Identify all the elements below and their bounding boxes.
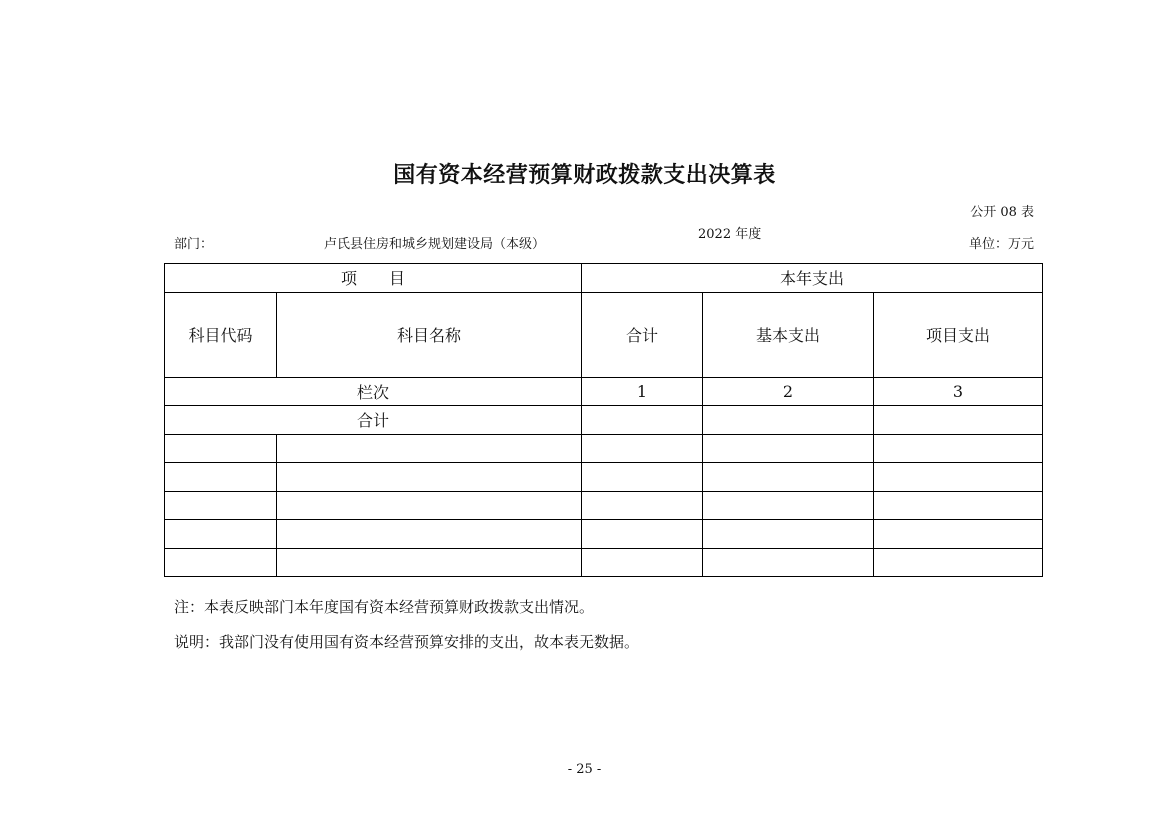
cell-project-expense bbox=[874, 463, 1043, 492]
cell-subject-code bbox=[165, 491, 277, 520]
cell-subject-code bbox=[165, 548, 277, 577]
cell-subject-code bbox=[165, 463, 277, 492]
table-note: 注：本表反映部门本年度国有资本经营预算财政拨款支出情况。 bbox=[174, 598, 595, 616]
cell-subject-name bbox=[277, 548, 582, 577]
cell-subject-code bbox=[165, 520, 277, 549]
total-row-total bbox=[582, 406, 703, 435]
header-total: 合计 bbox=[582, 292, 703, 377]
cell-basic-expense bbox=[703, 463, 874, 492]
header-item-group: 项 目 bbox=[165, 264, 582, 293]
department-name: 卢氏县住房和城乡规划建设局（本级） bbox=[324, 237, 546, 252]
header-subject-code: 科目代码 bbox=[165, 292, 277, 377]
table-explanation: 说明：我部门没有使用国有资本经营预算安排的支出，故本表无数据。 bbox=[174, 633, 640, 651]
fiscal-year: 2022 年度 bbox=[698, 227, 762, 242]
cell-subject-name bbox=[277, 520, 582, 549]
header-row-group bbox=[165, 264, 1043, 293]
page-title: 国有资本经营预算财政拨款支出决算表 bbox=[393, 162, 776, 188]
table-row bbox=[165, 520, 1043, 549]
cell-subject-name bbox=[277, 491, 582, 520]
column-index-row bbox=[165, 377, 1043, 406]
total-row-basic bbox=[703, 406, 874, 435]
form-number: 公开 08 表 bbox=[970, 205, 1034, 220]
cell-total bbox=[582, 434, 703, 463]
unit-label: 单位：万元 bbox=[968, 237, 1034, 252]
cell-project-expense bbox=[874, 520, 1043, 549]
cell-total bbox=[582, 548, 703, 577]
total-row-label: 合计 bbox=[165, 406, 582, 435]
cell-subject-code bbox=[165, 434, 277, 463]
cell-project-expense bbox=[874, 434, 1043, 463]
table-row bbox=[165, 548, 1043, 577]
header-row-columns bbox=[165, 292, 1043, 377]
cell-project-expense bbox=[874, 548, 1043, 577]
column-index-2: 2 bbox=[703, 377, 874, 406]
table-row bbox=[165, 491, 1043, 520]
column-index-1: 1 bbox=[582, 377, 703, 406]
department-label: 部门： bbox=[174, 237, 214, 252]
cell-basic-expense bbox=[703, 491, 874, 520]
expenditure-table bbox=[164, 263, 1043, 577]
header-expense-group: 本年支出 bbox=[582, 264, 1043, 293]
header-basic-expense: 基本支出 bbox=[703, 292, 874, 377]
table-row bbox=[165, 463, 1043, 492]
column-index-label: 栏次 bbox=[165, 377, 582, 406]
cell-subject-name bbox=[277, 463, 582, 492]
page-number: - 25 - bbox=[567, 762, 602, 777]
header-subject-name: 科目名称 bbox=[277, 292, 582, 377]
cell-total bbox=[582, 520, 703, 549]
cell-total bbox=[582, 491, 703, 520]
table-row bbox=[165, 434, 1043, 463]
cell-basic-expense bbox=[703, 520, 874, 549]
cell-project-expense bbox=[874, 491, 1043, 520]
header-project-expense: 项目支出 bbox=[874, 292, 1043, 377]
cell-total bbox=[582, 463, 703, 492]
total-row-project bbox=[874, 406, 1043, 435]
column-index-3: 3 bbox=[874, 377, 1043, 406]
total-row bbox=[165, 406, 1043, 435]
cell-basic-expense bbox=[703, 548, 874, 577]
cell-subject-name bbox=[277, 434, 582, 463]
cell-basic-expense bbox=[703, 434, 874, 463]
